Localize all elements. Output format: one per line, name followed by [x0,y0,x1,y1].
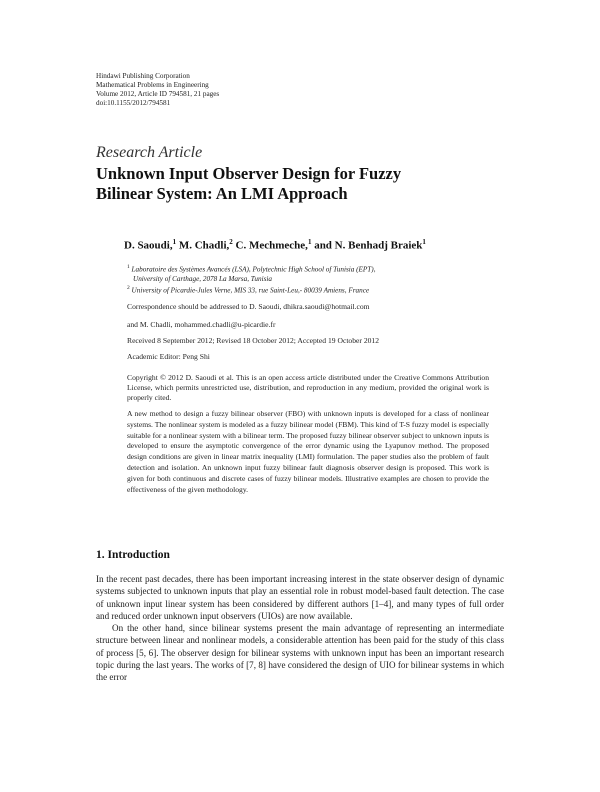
publication-dates: Received 8 September 2012; Revised 18 October 2012; Accepted 19 October 2012 [127,336,380,345]
affiliation-1-cont: University of Carthage, 2078 La Marsa, Tunisia [133,274,272,283]
journal-name: Mathematical Problems in Engineering [96,81,209,89]
title-line-2: Bilinear System: An LMI Approach [96,184,348,203]
author-name: D. Saoudi, [124,239,173,252]
paragraph: On the other hand, since bilinear systems present the main advantage of representing an intermediate structure between linear and nonlinear models, a considerable attention has been paid for the study of this class of process [5, 6]. The observer design for bilinear systems with unknown input has been an important research topic during the last years. The works of [7, 8] have considered the design of UIO for bilinear systems in which the error [96,623,504,683]
affiliations [127,263,457,296]
title-line-1: Unknown Input Observer Design for Fuzzy [96,164,402,183]
affiliation-1: $^1$ Laboratoire des Systèmes Avancés (LSA), Polytechnic High School of Tunisia (EPT), [127,264,376,274]
author-list [124,238,426,252]
academic-editor: Academic Editor: Peng Shi [127,352,210,361]
author-affiliation-mark: 1 [172,238,177,246]
correspondence-line-1: Correspondence should be addressed to D. Saoudi, dhikra.saoudi@hotmail.com [127,302,370,311]
journal-header [96,72,219,108]
copyright-notice: Copyright © 2012 D. Saoudi et al. This is an open access article distributed under the Creative Commons Attribution License, which permits unrestricted use, distribution, and reproduction in any medium, provided the original work is properly cited. [127,373,489,402]
paper-title [96,164,516,204]
affiliation-2: $^2$ University of Picardie-Jules Verne, MIS 33, rue Saint-Leu,- 80039 Amiens, France [127,285,370,295]
correspondence [127,302,489,338]
author-affiliation-mark: 1 [307,238,312,246]
author-name: C. Mechmeche, [235,239,308,252]
author-name: M. Chadli, [178,239,230,252]
author-affiliation-mark: 1 [422,238,426,246]
doi: doi:10.1155/2012/794581 [96,99,171,107]
author-name: and N. Benhadj Braiek [314,239,423,252]
body-text [96,573,504,684]
abstract: A new method to design a fuzzy bilinear observer (FBO) with unknown inputs is developed for a class of nonlinear systems. The nonlinear system is modeled as a fuzzy bilinear model (FBM). This kind of T-S fuzzy model is especially suitable for a nonlinear system with a bilinear term. The proposed fuzzy bilinear observer subject to unknown inputs is developed to ensure the asymptotic convergence of the error dynamic using the Lyapunov method. The proposed design conditions are given in linear matrix inequality (LMI) formulation. The paper studies also the problem of fault detection and isolation. An unknown input fuzzy bilinear fault diagnosis observer design is proposed. This work is given for both continuous and discrete cases of fuzzy bilinear models. Illustrative examples are chosen to provide the effectiveness of the given methodology. [127,409,489,494]
volume-info: Volume 2012, Article ID 794581, 21 pages [96,90,220,98]
paragraph: In the recent past decades, there has been important increasing interest in the state observer design of dynamic systems subjected to unknown inputs that play an essential role in robust model-based fault detection. The case of unknown input linear system has been considered by different authors [1–4], and many types of full order and reduced order unknown input observers (UIOs) are now available. [96,574,504,621]
author-affiliation-mark: 2 [229,238,233,246]
article-type: Research Article [96,144,203,161]
publisher: Hindawi Publishing Corporation [96,72,190,80]
correspondence-line-2: and M. Chadli, mohammed.chadli@u-picardie.fr [127,320,276,329]
section-heading: 1. Introduction [96,549,170,561]
